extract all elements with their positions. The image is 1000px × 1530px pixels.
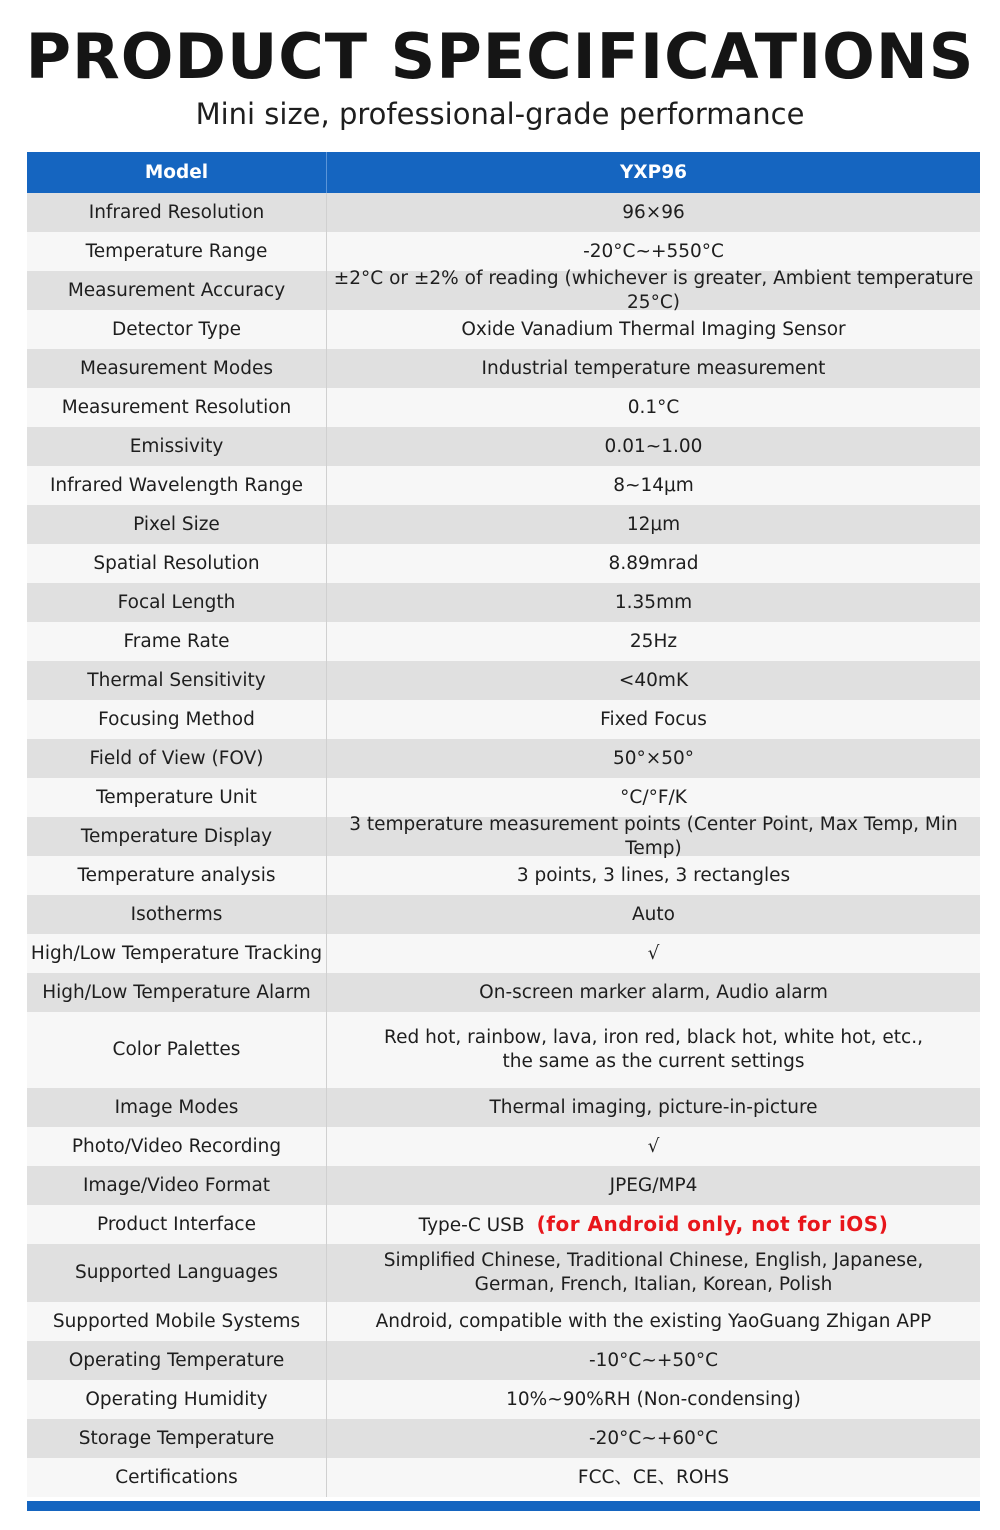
table-row (27, 388, 980, 427)
table-row (27, 232, 980, 271)
page-title: PRODUCT SPECIFICATIONS (25, 20, 975, 93)
table-row (27, 778, 980, 817)
spec-value-cell (327, 193, 980, 232)
spec-label: High/Low Temperature Tracking (27, 934, 327, 973)
spec-label: Measurement Modes (27, 349, 327, 388)
spec-label: Storage Temperature (27, 1419, 327, 1458)
spec-value-cell (327, 1166, 980, 1205)
spec-value: 0.01~1.00 (604, 435, 703, 457)
spec-value-cell (327, 349, 980, 388)
spec-value-text: Type-C USB (418, 1214, 525, 1236)
spec-value: FCC、CE、ROHS (577, 1466, 730, 1488)
bottom-accent-bar (27, 1501, 980, 1511)
spec-value: √ (647, 1135, 660, 1157)
spec-value: 96×96 (622, 201, 685, 223)
table-row (27, 1205, 980, 1244)
spec-value: 8.89mrad (608, 552, 699, 574)
spec-value: -20°C~+60°C (588, 1427, 719, 1449)
spec-value-cell (327, 310, 980, 349)
spec-value-cell (327, 388, 980, 427)
table-row (27, 856, 980, 895)
table-row (27, 1380, 980, 1419)
spec-table (27, 152, 980, 1497)
table-row (27, 1458, 980, 1497)
spec-value-cell (327, 583, 980, 622)
spec-label: Frame Rate (27, 622, 327, 661)
spec-label: Thermal Sensitivity (27, 661, 327, 700)
spec-value-cell (327, 427, 980, 466)
spec-label: Pixel Size (27, 505, 327, 544)
table-row (27, 973, 980, 1012)
spec-label: Emissivity (27, 427, 327, 466)
table-row (27, 622, 980, 661)
table-row (27, 813, 980, 859)
spec-value-cell (327, 1302, 980, 1341)
spec-label: Certifications (27, 1458, 327, 1497)
spec-value-cell (327, 813, 980, 859)
spec-value: 3 points, 3 lines, 3 rectangles (516, 864, 791, 886)
spec-value-cell (327, 1244, 980, 1302)
spec-label: Temperature analysis (27, 856, 327, 895)
header-label: Model (27, 152, 327, 193)
spec-value: 3 temperature measurement points (Center Point, Max Temp, Min Temp) (349, 813, 958, 859)
table-row (27, 700, 980, 739)
spec-value-cell (327, 1012, 980, 1088)
table-row (27, 267, 980, 313)
spec-value-cell (327, 1380, 980, 1419)
table-row (27, 1302, 980, 1341)
spec-value: 12μm (626, 513, 681, 535)
spec-value-cell (327, 466, 980, 505)
spec-value-cell (327, 232, 980, 271)
spec-value-cell (327, 1088, 980, 1127)
spec-value: Fixed Focus (600, 708, 707, 730)
spec-value: ±2°C or ±2% of reading (whichever is greater, Ambient temperature 25°C) (333, 267, 974, 313)
spec-value-cell (327, 895, 980, 934)
spec-value: <40mK (618, 669, 689, 691)
table-row (27, 1244, 980, 1302)
table-row (27, 427, 980, 466)
spec-value: -20°C~+550°C (583, 240, 724, 262)
table-row (27, 1419, 980, 1458)
spec-value: Thermal imaging, picture-in-picture (489, 1096, 818, 1118)
spec-value-cell (327, 1419, 980, 1458)
spec-label: Temperature Unit (27, 778, 327, 817)
spec-value: Oxide Vanadium Thermal Imaging Sensor (461, 318, 846, 340)
spec-label: Isotherms (27, 895, 327, 934)
spec-label: Photo/Video Recording (27, 1127, 327, 1166)
spec-value-cell (327, 544, 980, 583)
spec-value: On-screen marker alarm, Audio alarm (479, 981, 828, 1003)
spec-value-cell (327, 1205, 980, 1244)
spec-value: √ (647, 942, 660, 964)
spec-value-cell (327, 1341, 980, 1380)
spec-value: 1.35mm (614, 591, 693, 613)
spec-label: Product Interface (27, 1205, 327, 1244)
spec-label: Image Modes (27, 1088, 327, 1127)
spec-value: 0.1°C (627, 396, 680, 418)
table-row (27, 349, 980, 388)
table-body (27, 193, 980, 1497)
spec-label: Measurement Resolution (27, 388, 327, 427)
table-row (27, 934, 980, 973)
spec-value-cell (327, 856, 980, 895)
spec-value: JPEG/MP4 (609, 1174, 698, 1196)
spec-value: 10%~90%RH (Non-condensing) (506, 1388, 801, 1410)
spec-value-cell (327, 622, 980, 661)
spec-value-cell (327, 267, 980, 313)
table-row (27, 310, 980, 349)
spec-value: Auto (632, 903, 675, 925)
spec-label: Infrared Wavelength Range (27, 466, 327, 505)
spec-label: Color Palettes (27, 1012, 327, 1088)
spec-value-cell (327, 1127, 980, 1166)
spec-value: 25Hz (629, 630, 678, 652)
table-row (27, 1012, 980, 1088)
compatibility-warning: (for Android only, not for iOS) (536, 1211, 889, 1236)
table-row (27, 583, 980, 622)
table-header-row (27, 152, 980, 193)
spec-value: Industrial temperature measurement (481, 357, 826, 379)
table-row (27, 466, 980, 505)
spec-value: -10°C~+50°C (588, 1349, 719, 1371)
header-value: YXP96 (620, 161, 687, 183)
spec-label: Operating Humidity (27, 1380, 327, 1419)
spec-label: Temperature Display (27, 817, 327, 856)
spec-label: Supported Languages (27, 1244, 327, 1302)
spec-label: Operating Temperature (27, 1341, 327, 1380)
spec-value-cell (327, 661, 980, 700)
spec-value: °C/°F/K (620, 786, 687, 808)
table-row (27, 1088, 980, 1127)
spec-label: Focusing Method (27, 700, 327, 739)
spec-label: Field of View (FOV) (27, 739, 327, 778)
spec-label: Infrared Resolution (27, 193, 327, 232)
spec-value-cell (327, 934, 980, 973)
spec-label: Supported Mobile Systems (27, 1302, 327, 1341)
spec-value-cell (327, 739, 980, 778)
spec-value-line2: German, French, Italian, Korean, Polish (474, 1274, 833, 1295)
spec-value (419, 1212, 889, 1238)
table-row (27, 1127, 980, 1166)
spec-value-cell (327, 1458, 980, 1497)
spec-label: Detector Type (27, 310, 327, 349)
table-row (27, 739, 980, 778)
page-subtitle: Mini size, professional-grade performance (195, 97, 805, 131)
spec-label: High/Low Temperature Alarm (27, 973, 327, 1012)
spec-value-line2: the same as the current settings (502, 1051, 805, 1072)
table-row (27, 505, 980, 544)
spec-value-cell (327, 505, 980, 544)
spec-value: Red hot, rainbow, lava, iron red, black hot, white hot, etc., (384, 1027, 923, 1048)
table-row (27, 1166, 980, 1205)
spec-label: Focal Length (27, 583, 327, 622)
spec-value-cell (327, 973, 980, 1012)
spec-label: Image/Video Format (27, 1166, 327, 1205)
spec-label: Temperature Range (27, 232, 327, 271)
spec-value: 50°×50° (612, 747, 695, 769)
spec-value: Simplified Chinese, Traditional Chinese, English, Japanese, (383, 1250, 924, 1271)
table-row (27, 193, 980, 232)
spec-label: Spatial Resolution (27, 544, 327, 583)
table-row (27, 661, 980, 700)
spec-value-cell (327, 700, 980, 739)
spec-value: Android, compatible with the existing YaoGuang Zhigan APP (375, 1310, 932, 1332)
table-row (27, 895, 980, 934)
spec-label: Measurement Accuracy (27, 271, 327, 310)
table-row (27, 544, 980, 583)
table-row (27, 1341, 980, 1380)
spec-value-cell (327, 778, 980, 817)
spec-value: 8~14μm (613, 474, 694, 496)
